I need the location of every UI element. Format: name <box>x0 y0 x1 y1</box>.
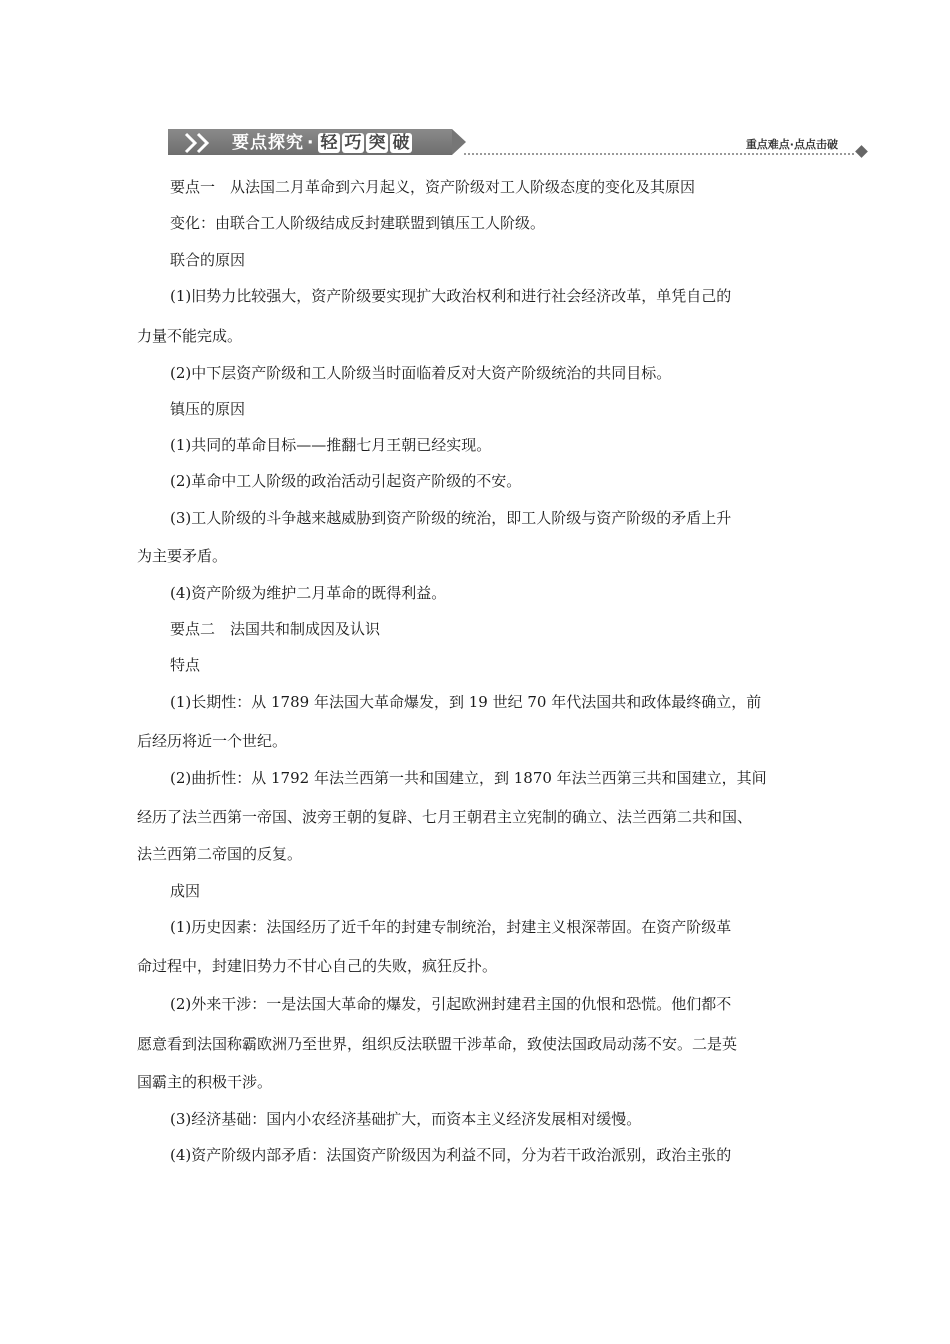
paragraph-line: (2)外来干涉：一是法国大革命的爆发，引起欧洲封建君主国的仇恨和恐慌。他们都不 <box>170 995 732 1013</box>
subheading: 联合的原因 <box>170 251 246 269</box>
paragraph-line: (2)曲折性：从 1792 年法兰西第一共和国建立，到 1870 年法兰西第三共和国建立，其间 <box>170 769 767 787</box>
section-heading: 要点一 从法国二月革命到六月起义，资产阶级对工人阶级态度的变化及其原因 <box>170 178 696 196</box>
paragraph-line: 国霸主的积极干涉。 <box>137 1073 273 1091</box>
section-banner <box>168 128 868 158</box>
paragraph-line: 为主要矛盾。 <box>137 547 228 565</box>
banner-subtitle: 重点难点·点点击破 <box>745 138 838 151</box>
paragraph-line: 力量不能完成。 <box>137 327 243 345</box>
subheading: 特点 <box>170 656 201 674</box>
paragraph-line: (1)长期性：从 1789 年法国大革命爆发，到 19 世纪 70 年代法国共和政体最终确立，前 <box>170 693 762 711</box>
banner-title-char: 巧 <box>344 133 363 153</box>
paragraph-line: (1)旧势力比较强大，资产阶级要实现扩大政治权利和进行社会经济改革，单凭自己的 <box>170 287 732 305</box>
banner-title-dot: · <box>307 133 315 153</box>
paragraph-line: (4)资产阶级为维护二月革命的既得利益。 <box>170 584 447 602</box>
subheading: 成因 <box>170 882 201 900</box>
paragraph-line: (2)中下层资产阶级和工人阶级当时面临着反对大资产阶级统治的共同目标。 <box>170 364 672 382</box>
paragraph-line: 法兰西第二帝国的反复。 <box>137 845 303 863</box>
paragraph-line: 经历了法兰西第一帝国、波旁王朝的复辟、七月王朝君主立宪制的确立、法兰西第二共和国、 <box>137 808 753 826</box>
banner-dotted-rule <box>464 153 854 155</box>
paragraph-line: (1)历史因素：法国经历了近千年的封建专制统治，封建主义根深蒂固。在资产阶级革 <box>170 918 732 936</box>
paragraph-line: (4)资产阶级内部矛盾：法国资产阶级因为利益不同，分为若干政治派别，政治主张的 <box>170 1146 732 1164</box>
paragraph-line: 命过程中，封建旧势力不甘心自己的失败，疯狂反扑。 <box>137 957 498 975</box>
banner-title-char: 轻 <box>320 133 339 153</box>
banner-bar <box>168 129 452 155</box>
paragraph-line: 后经历将近一个世纪。 <box>137 732 288 750</box>
paragraph-line: 变化：由联合工人阶级结成反封建联盟到镇压工人阶级。 <box>170 214 546 232</box>
paragraph-line: (2)革命中工人阶级的政治活动引起资产阶级的不安。 <box>170 472 522 490</box>
banner-title-char: 破 <box>392 133 411 153</box>
paragraph-line: (1)共同的革命目标——推翻七月王朝已经实现。 <box>170 436 492 454</box>
subheading: 镇压的原因 <box>170 400 246 418</box>
banner-title-main: 要点探究 <box>232 133 304 153</box>
chevron-right-icon <box>194 132 216 154</box>
diamond-icon <box>855 145 868 158</box>
paragraph-line: 愿意看到法国称霸欧洲乃至世界，组织反法联盟干涉革命，致使法国政局动荡不安。二是英 <box>137 1035 738 1053</box>
banner-title <box>232 131 413 155</box>
section-heading: 要点二 法国共和制成因及认识 <box>170 620 381 638</box>
paragraph-line: (3)经济基础：国内小农经济基础扩大，而资本主义经济发展相对缓慢。 <box>170 1110 642 1128</box>
banner-title-char: 突 <box>368 133 387 153</box>
paragraph-line: (3)工人阶级的斗争越来越威胁到资产阶级的统治，即工人阶级与资产阶级的矛盾上升 <box>170 509 732 527</box>
